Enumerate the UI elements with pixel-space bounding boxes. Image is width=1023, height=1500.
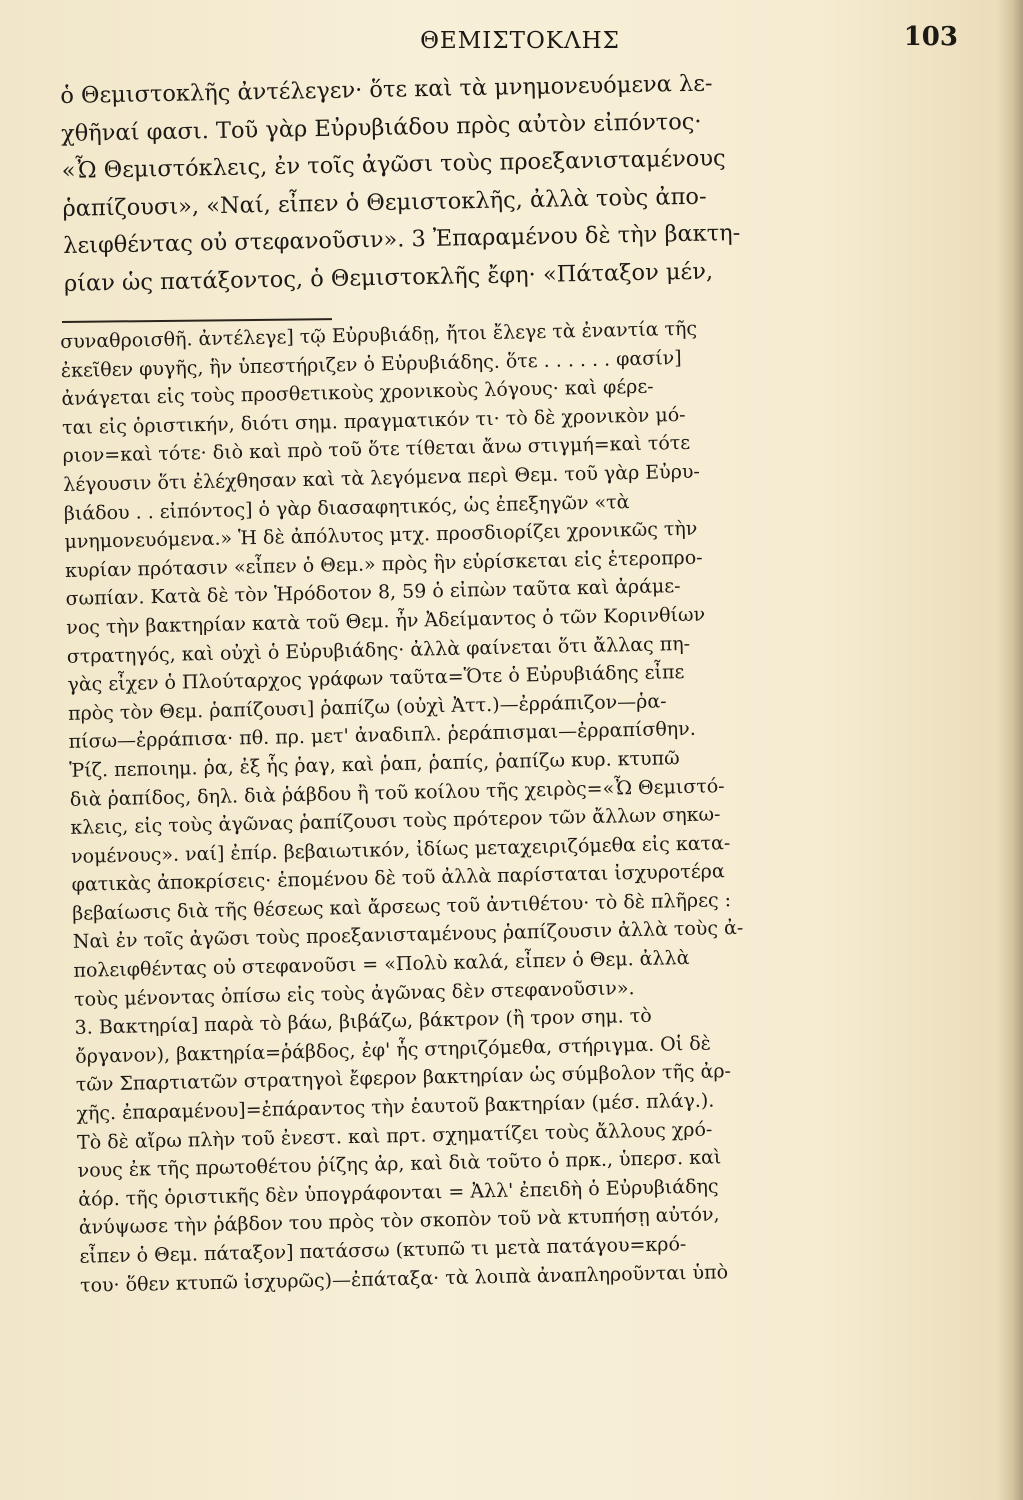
note-line: βεβαίωσις διὰ τῆς θέσεως καὶ ἄρσεως τοῦ ἀντιθέτου· τὸ δὲ πλῆρες : [72, 888, 732, 925]
main-text-line: χθῆναί φασι. Τοῦ γὰρ Εὐρυβιάδου πρὸς αὐτὸν εἰπόντος· [60, 108, 702, 147]
note-line: διὰ ῥαπίδος, δηλ. διὰ ῥάβδου ἢ τοῦ κοίλου τῆς χειρὸς=«Ὦ Θεμιστό- [69, 774, 725, 811]
note-line: κλεις, εἰς τοὺς ἀγῶνας ῥαπίζουσι τοὺς πρότερον τῶν ἄλλων σηκω- [70, 803, 721, 839]
note-line: ἀόρ. τῆς ὁριστικῆς δὲν ὑπογράφονται = Ἀλλ' ἐπειδὴ ὁ Εὐρυβιάδης [78, 1175, 719, 1211]
note-line: νους ἐκ τῆς πρωτοθέτου ῥίζης ἀρ, καὶ διὰ τοῦτο ὁ πρκ., ὑπερσ. καὶ [77, 1146, 722, 1183]
note-line: Τὸ δὲ αἴρω πλὴν τοῦ ἐνεστ. καὶ πρτ. σχηματίζει τοὺς ἄλλους χρό- [76, 1118, 713, 1154]
note-line: γὰς εἶχεν ὁ Πλούταρχος γράφων ταῦτα=Ὅτε ὁ Εὐρυβιάδης εἶπε [67, 661, 685, 697]
note-line: νος τὴν βακτηρίαν κατὰ τοῦ Θεμ. ἦν Ἀδείμαντος ὁ τῶν Κορινθίων [66, 603, 706, 639]
note-line: στρατηγός, καὶ οὐχὶ ὁ Εὐρυβιάδης· ἀλλὰ φαίνεται ὅτι ἄλλας πη- [66, 632, 691, 668]
note-line: ἀνύψωσε τὴν ῥάβδον του πρὸς τὸν σκοπὸν τοῦ νὰ κτυπήσῃ αὐτόν, [78, 1203, 720, 1240]
note-line: ἀνάγεται εἰς τοὺς προσθετικοὺς χρονικοὺς λόγους· καὶ φέρε- [61, 375, 654, 411]
note-line: φατικὰς ἀποκρίσεις· ἑπομένου δὲ τοῦ ἀλλὰ παρίσταται ἰσχυροτέρα [71, 860, 725, 897]
note-line: μνημονευόμενα.» Ἡ δὲ ἀπόλυτος μτχ. προσδιορίζει χρονικῶς τὴν [64, 517, 698, 554]
note-line: 3. Βακτηρία] παρὰ τὸ βάω, βιβάζω, βάκτρον (ἢ τρον σημ. τὸ [74, 1005, 652, 1040]
main-text-line: λειφθέντας οὐ στεφανοῦσιν». 3 Ἐπαραμένου δὲ τὴν βακτη- [62, 219, 741, 259]
main-text-line: «Ὦ Θεμιστόκλεις, ἐν τοῖς ἀγῶσι τοὺς προεξανισταμένους [61, 145, 726, 184]
note-line: ἐκεῖθεν φυγῆς, ἣν ὑπεστήριζεν ὁ Εὐρυβιάδης. ὅτε . . . . . . φασίν] [60, 346, 682, 382]
note-line: ὄργανον), βακτηρία=ῥάβδος, ἐφ' ἧς στηριζόμεθα, στήριγμα. Οἱ δὲ [75, 1032, 712, 1068]
note-line: βιάδου . . εἰπόντος] ὁ γὰρ διασαφητικός, ὡς ἐπεξηγῶν «τὰ [63, 490, 630, 525]
running-head [60, 22, 980, 62]
note-line: χῆς. ἐπαραμένου]=ἐπάραντος τὴν ἑαυτοῦ βακτηρίαν (μέσ. πλάγ.). [76, 1089, 715, 1125]
note-line: κυρίαν πρότασιν «εἶπεν ὁ Θεμ.» πρὸς ἣν εὑρίσκεται εἰς ἑτεροπρο- [64, 546, 703, 582]
page-number: 103 [903, 22, 958, 52]
note-line: σωπίαν. Κατὰ δὲ τὸν Ἡρόδοτον 8, 59 ὁ εἰπὼν ταῦτα καὶ ἀράμε- [65, 575, 681, 611]
main-text-line: ῥαπίζουσι», «Ναί, εἶπεν ὁ Θεμιστοκλῆς, ἀλλὰ τοὺς ἀπο- [62, 183, 707, 222]
note-line: ται εἰς ὁριστικήν, διότι σημ. πραγματικόν τι· τὸ δὲ χρονικὸν μό- [61, 403, 686, 439]
commentary-notes [60, 309, 985, 1300]
note-line: πρὸς τὸν Θεμ. ῥαπίζουσι] ῥαπίζω (οὐχὶ Ἀττ.)—ἐρράπιζον—ῥα- [67, 690, 667, 725]
main-text-line: ρίαν ὡς πατάξοντος, ὁ Θεμιστοκλῆς ἔφη· «Πάταξον μέν, [63, 258, 714, 297]
main-text-line: ὁ Θεμιστοκλῆς ἀντέλεγεν· ὅτε καὶ τὰ μνημονευόμενα λε- [60, 70, 713, 109]
note-line: πολειφθέντας οὐ στεφανοῦσι = «Πολὺ καλά, εἶπεν ὁ Θεμ. ἀλλὰ [73, 947, 690, 982]
note-line: τῶν Σπαρτιατῶν στρατηγοὶ ἔφερον βακτηρίαν ὡς σύμβολον τῆς ἀρ- [75, 1060, 732, 1097]
note-line: νομένους». ναί] ἐπίρ. βεβαιωτικόν, ἰδίως μεταχειριζόμεθα εἰς κατα- [70, 831, 731, 868]
main-text [60, 61, 964, 303]
note-line: πίσω—ἐρράπισα· πθ. πρ. μετ' ἀναδιπλ. ῥεράπισμαι—ἐρραπίσθην. [68, 718, 697, 754]
note-line: εἶπεν ὁ Θεμ. πάταξον] πατάσσω (κτυπῶ τι μετὰ πατάγου=κρό- [79, 1233, 687, 1268]
note-line: ριον=καὶ τότε· διὸ καὶ πρὸ τοῦ ὅτε τίθεται ἄνω στιγμή=καὶ τότε [62, 432, 691, 468]
note-line: Ῥίζ. πεποιημ. ῥα, ἐξ ἧς ῥαγ, καὶ ῥαπ, ῥαπίς, ῥαπίζω κυρ. κτυπῶ [69, 747, 680, 782]
note-line: λέγουσιν ὅτι ἐλέχθησαν καὶ τὰ λεγόμενα περὶ Θεμ. τοῦ γὰρ Εὐρυ- [63, 460, 701, 496]
note-line: τοὺς μένοντας ὀπίσω εἰς τοὺς ἀγῶνας δὲν στεφανοῦσιν». [73, 976, 635, 1011]
note-line: συναθροισθῆ. ἀντέλεγε] τῷ Εὐρυβιάδῃ, ἤτοι ἔλεγε τὰ ἐναντία τῆς [60, 317, 698, 353]
note-line: Ναὶ ἐν τοῖς ἀγῶσι τοὺς προεξανισταμένους ῥαπίζουσιν ἀλλὰ τοὺς ἀ- [72, 917, 744, 954]
note-line: του· ὅθεν κτυπῶ ἰσχυρῶς)—ἐπάταξα· τὰ λοιπὰ ἀναπληροῦνται ὑπὸ [79, 1260, 729, 1297]
header-title: ΘΕΜΙΣΤΟΚΛΗΣ [420, 28, 620, 54]
